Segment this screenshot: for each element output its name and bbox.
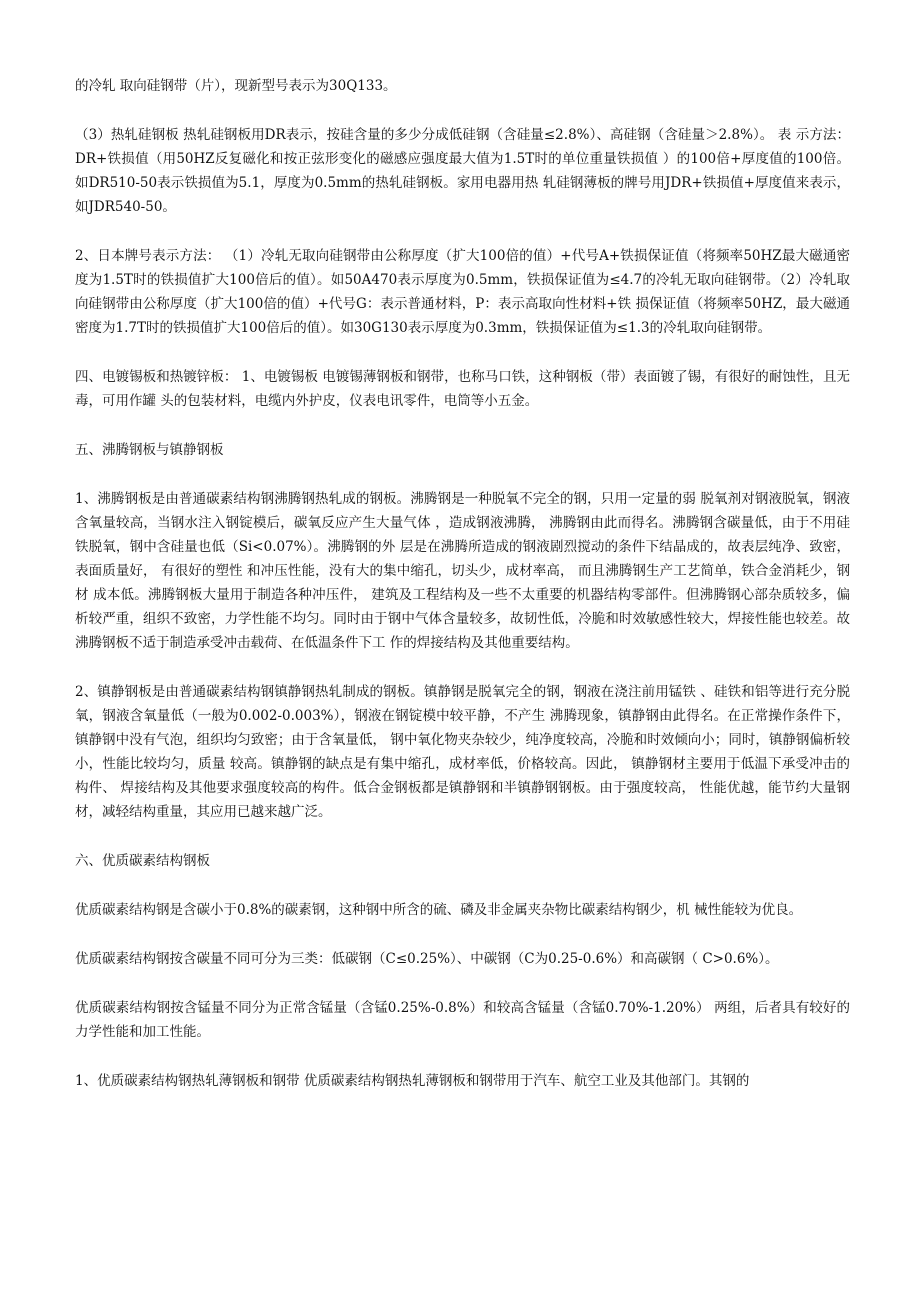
paragraph-quality-carbon-definition: 优质碳素结构钢是含碳小于0.8%的碳素钢，这种钢中所含的硫、磷及非金属夹杂物比碳素结构钢少，机 械性能较为优良。 (75, 902, 803, 918)
paragraph-hot-rolled-silicon-steel: （3）热轧硅钢板 热轧硅钢板用DR表示，按硅含量的多少分成低硅钢（含硅量≤2.8%）、高硅钢（含硅量＞2.8%）。 表 示方法：DR+铁损值（用50HZ反复磁化和按正弦形变化的磁感应强度最大值为1.5T时的单位重量铁损值 ）的100倍+厚度值的100倍。如DR510-50表示铁损值为5.1，厚度为0.5mm的热轧硅钢板。家用电器用热 轧硅钢薄板的牌号用JDR+铁损值+厚度值来表示，如JDR540-50。 (75, 127, 850, 215)
paragraph-carbon-content-classes: 优质碳素结构钢按含碳量不同可分为三类：低碳钢（C≤0.25%）、中碳钢（C为0.25-0.6%）和高碳钢（ C>0.6%）。 (75, 951, 779, 967)
paragraph-killed-steel-plate: 2、镇静钢板是由普通碳素结构钢镇静钢热轧制成的钢板。镇静钢是脱氧完全的钢，钢液在浇注前用锰铁 、硅铁和铝等进行充分脱氧，钢液含氧量低（一般为0.002-0.003%），钢液在钢锭模中较平静，不产生 沸腾现象，镇静钢由此得名。在正常操作条件下，镇静钢中没有气泡，组织均匀致密；由于含氧量低， 钢中氧化物夹杂较少，纯净度较高，冷脆和时效倾向小；同时，镇静钢偏析较小，性能比较均匀，质量 较高。镇静钢的缺点是有集中缩孔，成材率低，价格较高。因此， 镇静钢材主要用于低温下承受冲击的 构件、 焊接结构及其他要求强度较高的构件。低合金钢板都是镇静钢和半镇静钢钢板。由于强度较高， 性能优越，能节约大量钢材，减轻结构重量，其应用已越来越广泛。 (75, 684, 850, 820)
paragraph-manganese-content-classes: 优质碳素结构钢按含锰量不同分为正常含锰量（含锰0.25%-0.8%）和较高含锰量（含锰0.70%-1.20%） 两组，后者具有较好的力学性能和加工性能。 (75, 1000, 850, 1040)
paragraph-tinplate-and-galvanized: 四、电镀锡板和热镀锌板： 1、电镀锡板 电镀锡薄钢板和钢带，也称马口铁，这种钢板（带）表面镀了锡，有很好的耐蚀性，且无毒，可用作罐 头的包装材料，电缆内外护皮，仪表电讯零件，电筒等小五金。 (75, 369, 850, 409)
paragraph-hot-rolled-thin-sheet: 1、优质碳素结构钢热轧薄钢板和钢带 优质碳素结构钢热轧薄钢板和钢带用于汽车、航空工业及其他部门。其钢的 (75, 1073, 750, 1089)
paragraph-japanese-grade-notation: 2、日本牌号表示方法： （1）冷轧无取向硅钢带由公称厚度（扩大100倍的值）+代号A+铁损保证值（将频率50HZ最大磁通密度为1.5T时的铁损值扩大100倍后的值）。如50A470表示厚度为0.5mm，铁损保证值为≤4.7的冷轧无取向硅钢带。（2）冷轧取向硅钢带由公称厚度（扩大100倍的值）+代号G：表示普通材料，P：表示高取向性材料+铁 损保证值（将频率50HZ，最大磁通密度为1.7T时的铁损值扩大100倍后的值）。如30G130表示厚度为0.3mm，铁损保证值为≤1.3的冷轧取向硅钢带。 (75, 248, 850, 336)
section-heading-quality-carbon-structural-steel: 六、优质碳素结构钢板 (75, 853, 210, 869)
section-heading-rimmed-and-killed-steel: 五、沸腾钢板与镇静钢板 (75, 442, 224, 458)
paragraph-rimmed-steel-plate: 1、沸腾钢板是由普通碳素结构钢沸腾钢热轧成的钢板。沸腾钢是一种脱氧不完全的钢，只用一定量的弱 脱氧剂对钢液脱氧，钢液含氧量较高，当钢水注入钢锭模后，碳氧反应产生大量气体 ，造成钢液沸腾， 沸腾钢由此而得名。沸腾钢含碳量低，由于不用硅铁脱氧，钢中含硅量也低（Si<0.07%）。沸腾钢的外 层是在沸腾所造成的钢液剧烈搅动的条件下结晶成的，故表层纯净、致密，表面质量好， 有很好的塑性 和冲压性能，没有大的集中缩孔，切头少，成材率高， 而且沸腾钢生产工艺简单，铁合金消耗少，钢材 成本低。沸腾钢板大量用于制造各种冲压件， 建筑及工程结构及一些不太重要的机器结构零部件。但沸腾钢心部杂质较多，偏析较严重，组织不致密，力学性能不均匀。同时由于钢中气体含量较多，故韧性低，冷脆和时效敏感性较大，焊接性能也较差。故沸腾钢板不适于制造承受冲击载荷、在低温条件下工 作的焊接结构及其他重要结构。 (75, 491, 850, 651)
paragraph-cold-rolled-grain-oriented-tail: 的冷轧 取向硅钢带（片），现新型号表示为30Q133。 (75, 78, 397, 94)
